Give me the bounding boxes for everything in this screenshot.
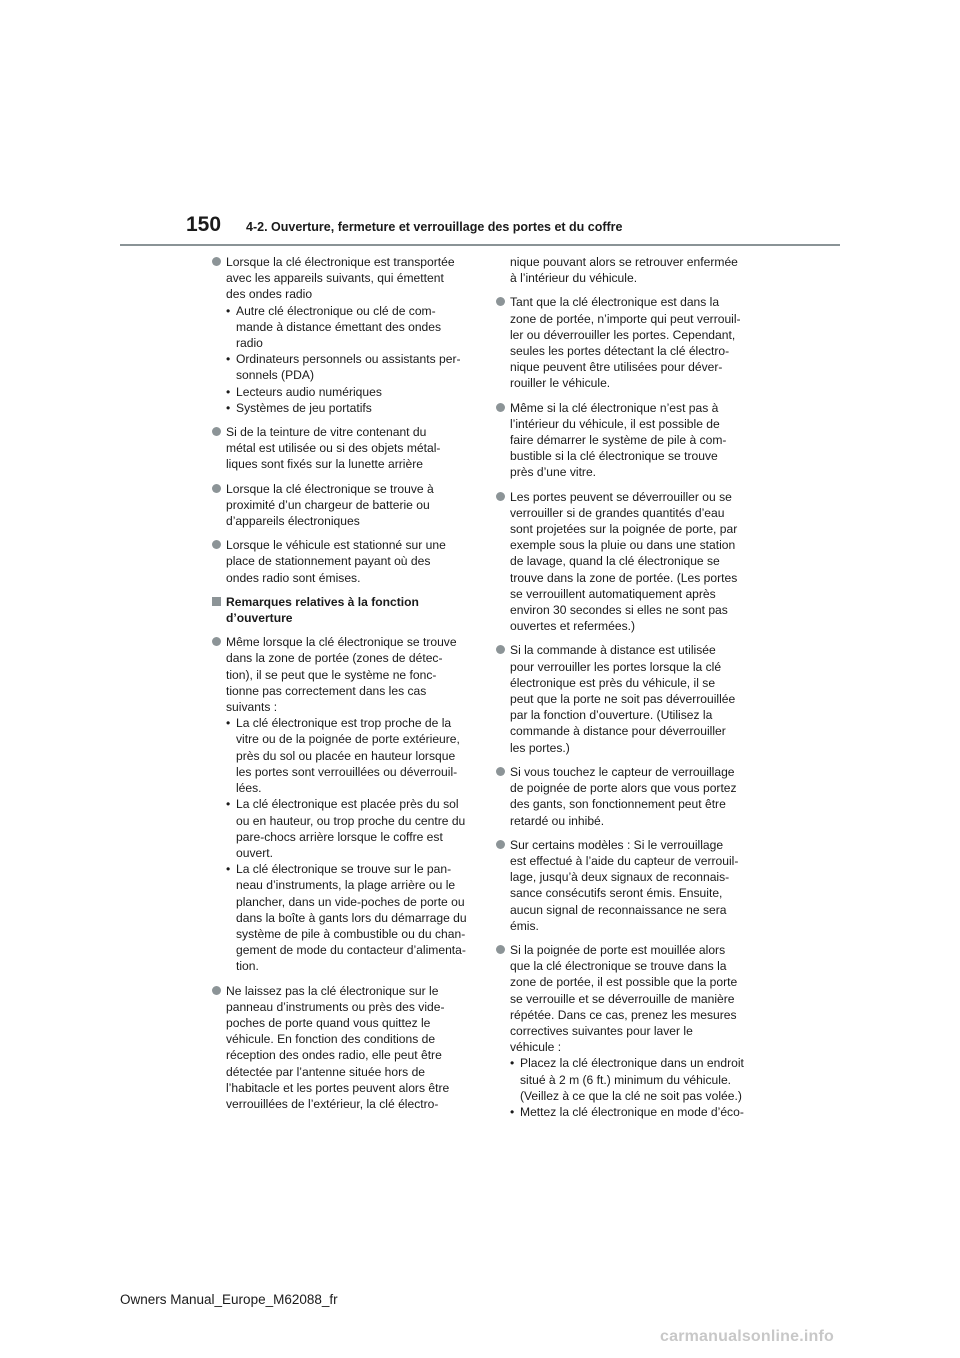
list-item <box>212 537 482 586</box>
item-text: nique pouvant alors se retrouver enfermée à l’intérieur du véhicule. <box>510 255 738 286</box>
round-bullet-icon <box>212 427 221 436</box>
round-bullet-icon <box>496 840 505 849</box>
round-bullet-icon <box>212 540 221 549</box>
sub-item: • La clé électronique se trouve sur le pan- neau d’instruments, la plage arrière ou le plancher, dans un vide-poches de porte ou dans la boîte à gants lors du démarrage du système de pile à combustible ou du chan- gement de mode du contacteur d’alimenta- tion. <box>226 861 482 974</box>
item-text: Même si la clé électronique n’est pas à l’intérieur du véhicule, il est possible de faire démarrer le système de pile à com- bustible si la clé électronique se trouve près d’une vitre. <box>510 400 727 480</box>
sub-item: • La clé électronique est placée près du sol ou en hauteur, ou trop proche du centre du pare-chocs arrière lorsque le coffre est ouvert. <box>226 796 482 861</box>
round-bullet-icon <box>496 645 505 654</box>
round-bullet-icon <box>212 986 221 995</box>
list-item <box>496 294 766 391</box>
sub-item: • La clé électronique est trop proche de la vitre ou de la poignée de porte extérieure, près du sol ou placée en hauteur lorsque les portes sont verrouillées ou déverrouil- lées. <box>226 715 482 796</box>
round-bullet-icon <box>212 257 221 266</box>
list-item <box>496 942 766 1120</box>
page-number: 150 <box>186 213 222 236</box>
list-item <box>212 424 482 473</box>
watermark: carmanualsonline.info <box>660 1328 835 1345</box>
square-bullet-icon <box>212 597 221 606</box>
left-column <box>212 254 482 1120</box>
section-title: 4-2. Ouverture, fermeture et verrouillage des portes et du coffre <box>246 220 623 234</box>
subsection-heading <box>212 594 482 626</box>
item-text: Si la poignée de porte est mouillée alors que la clé électronique se trouve dans la zone de portée, il est possible que la porte se verrouille et se déverrouille de manière répétée. Dans ce cas, prenez les mesures correctives suivantes pour laver le véhicule : <box>510 942 738 1055</box>
round-bullet-icon <box>496 297 505 306</box>
round-bullet-icon <box>496 767 505 776</box>
footer-manual-name: Owners Manual_Europe_M62088_fr <box>120 1292 338 1307</box>
sub-item: • Autre clé électronique ou clé de com- mande à distance émettant des ondes radio <box>226 303 482 352</box>
list-item <box>496 642 766 755</box>
list-item <box>212 254 482 416</box>
list-item <box>496 400 766 481</box>
item-text: Si de la teinture de vitre contenant du métal est utilisée ou si des objets métal- liques sont fixés sur la lunette arrière <box>226 425 441 472</box>
list-item <box>496 764 766 829</box>
header-divider <box>120 244 840 246</box>
sub-item: • Ordinateurs personnels ou assistants per- sonnels (PDA) <box>226 351 482 383</box>
sub-item: • Systèmes de jeu portatifs <box>226 400 482 416</box>
continued-text <box>496 254 766 286</box>
round-bullet-icon <box>496 945 505 954</box>
item-text: Tant que la clé électronique est dans la zone de portée, n’importe qui peut verrouil- ler ou déverrouiller les portes. Cependant, seules les portes détectant la clé électro- nique peuvent être utilisées pour déver- rouiller le véhicule. <box>510 295 741 391</box>
sub-item: • Lecteurs audio numériques <box>226 384 482 400</box>
list-item <box>496 837 766 934</box>
right-column <box>496 254 766 1128</box>
list-item <box>212 634 482 974</box>
item-text: Lorsque le véhicule est stationné sur une place de stationnement payant où des ondes radio sont émises. <box>226 538 446 585</box>
item-text: Si la commande à distance est utilisée pour verrouiller les portes lorsque la clé électronique est près du véhicule, il se peut que la porte ne soit pas déverrouillée par la fonction d’ouverture. (Utilisez la commande à distance pour déverrouiller les portes.) <box>510 643 736 755</box>
item-text: Sur certains modèles : Si le verrouillage est effectué à l’aide du capteur de verrouil- lage, jusqu’à deux signaux de reconnais- sance consécutifs seront émis. Ensuite, aucun signal de reconnaissance ne sera émis. <box>510 837 739 933</box>
list-item <box>212 481 482 530</box>
heading-text: Remarques relatives à la fonction d’ouverture <box>226 594 419 626</box>
sub-item: • Mettez la clé électronique en mode d’éco- <box>510 1104 766 1120</box>
item-text: Les portes peuvent se déverrouiller ou se verrouiller si de grandes quantités d’eau sont projetées sur la poignée de porte, par exemple sous la pluie ou dans une station de lavage, quand la clé électronique se trouve dans la zone de portée. (Les portes se verrouillent automatiquement après environ 30 secondes si elles ne sont pas ouvertes et refermées.) <box>510 489 738 634</box>
list-item <box>496 489 766 635</box>
item-text: Lorsque la clé électronique se trouve à proximité d’un chargeur de batterie ou d’appareils électroniques <box>226 481 434 529</box>
round-bullet-icon <box>212 637 221 646</box>
item-text: Ne laissez pas la clé électronique sur le panneau d’instruments ou près des vide- poches de porte quand vous quittez le véhicule. En fonction des conditions de réception des ondes radio, elle peut être détectée par l’antenne située hors de l’habitacle et les portes peuvent alors être verrouillées de l’extérieur, la clé électro- <box>226 983 450 1111</box>
list-item <box>212 983 482 1113</box>
item-text: Même lorsque la clé électronique se trouve dans la zone de portée (zones de détec- tion), il se peut que le système ne fonc- tionne pas correctement dans les cas suivants : <box>226 635 457 715</box>
round-bullet-icon <box>496 492 505 501</box>
round-bullet-icon <box>212 484 221 493</box>
item-text: Lorsque la clé électronique est transportée avec les appareils suivants, qui émettent des ondes radio <box>226 255 455 302</box>
round-bullet-icon <box>496 403 505 412</box>
sub-item: • Placez la clé électronique dans un endroit situé à 2 m (6 ft.) minimum du véhicule. (Veillez à ce que la clé ne soit pas volée.) <box>510 1055 766 1104</box>
item-text: Si vous touchez le capteur de verrouillage de poignée de porte alors que vous portez des gants, son fonctionnement peut être retardé ou inhibé. <box>510 764 737 828</box>
